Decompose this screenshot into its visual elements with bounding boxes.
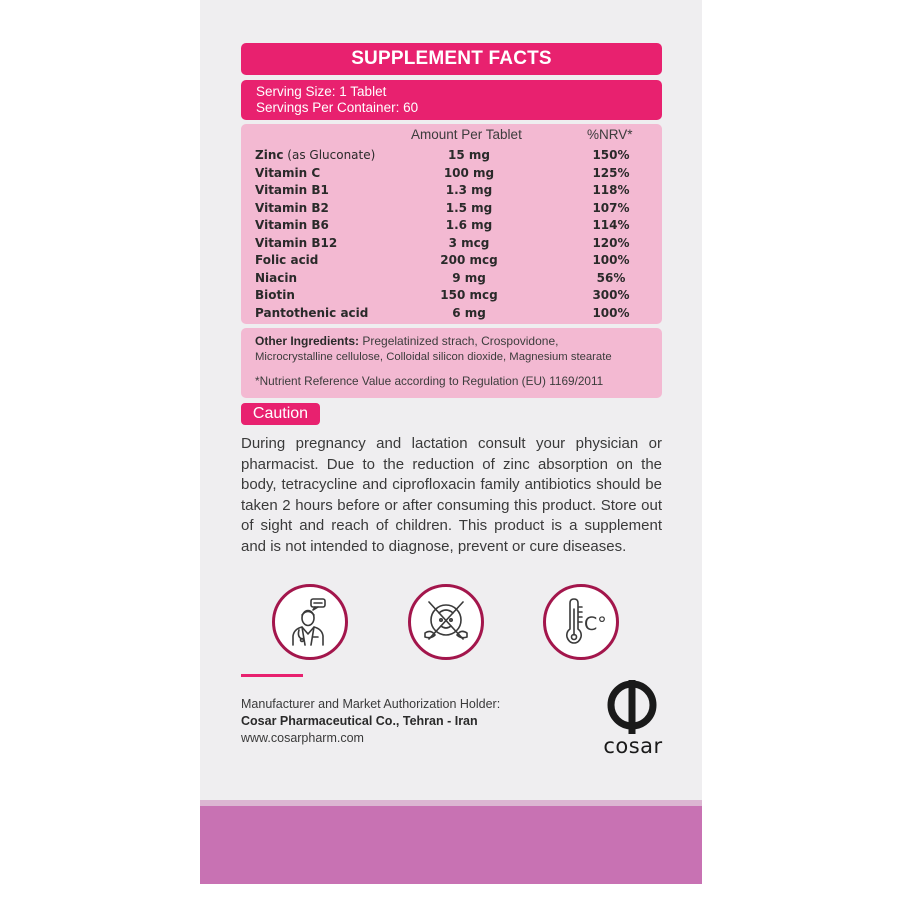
other-ingredients-line-2: Microcrystalline cellulose, Colloidal silicon dioxide, Magnesium stearate <box>255 351 612 363</box>
nutrient-name: Niacin <box>255 270 298 285</box>
column-header-amount: Amount Per Tablet <box>411 127 522 142</box>
facts-table <box>241 124 662 324</box>
caution-text: During pregnancy and lactation consult your physician or pharmacist. Due to the reduction of zinc absorption on the body, tetracycline and ciprofloxacin family antibiotics should be taken 2 hours before or after consuming this product. Store out of sight and reach of children. This product is a supplement and is not intended to diagnose, prevent or cure diseases. <box>241 435 662 555</box>
doctor-icon <box>272 584 348 660</box>
table-row <box>241 288 662 306</box>
nutrient-name: Folic acid <box>255 253 319 267</box>
package-bottom-band <box>200 806 702 884</box>
manufacturer-name: Cosar Pharmaceutical Co., Tehran - Iran <box>241 714 478 728</box>
cosar-logo-icon <box>592 676 672 736</box>
nutrient-name: Pantothenic acid <box>255 305 369 320</box>
supplement-facts-title: SUPPLEMENT FACTS <box>241 43 662 75</box>
nutrient-amount: 1.3 mg <box>445 183 493 197</box>
table-row <box>241 218 662 236</box>
table-row <box>241 236 662 254</box>
nutrient-nrv: 114% <box>592 218 630 232</box>
nutrient-name: Vitamin B6 <box>255 218 329 232</box>
keep-away-from-children-icon <box>408 584 484 660</box>
nutrient-name: Vitamin C <box>255 165 321 180</box>
temperature-unit: C° <box>584 613 607 635</box>
column-header-nrv: %NRV* <box>587 127 633 142</box>
nutrient-nrv: 100% <box>592 305 630 320</box>
facts-table-header <box>241 126 662 144</box>
caution-badge: Caution <box>241 403 320 425</box>
nutrient-name: Vitamin B2 <box>255 200 329 215</box>
table-row <box>241 201 662 219</box>
nutrient-amount: 9 mg <box>452 270 486 285</box>
other-ingredients-panel <box>241 328 662 398</box>
nutrient-nrv: 118% <box>592 183 630 197</box>
nutrient-nrv: 100% <box>592 253 630 267</box>
nutrient-nrv: 125% <box>592 165 630 180</box>
table-row <box>241 183 662 201</box>
nutrient-nrv: 300% <box>592 288 630 302</box>
serving-info <box>241 80 662 120</box>
servings-per-container: Servings Per Container: 60 <box>256 100 419 115</box>
nutrient-nrv: 120% <box>592 235 630 250</box>
nutrient-name: Vitamin B12 <box>255 235 338 250</box>
table-row <box>241 271 662 289</box>
table-row <box>241 166 662 184</box>
divider-line <box>241 674 303 677</box>
nutrient-nrv: 150% <box>592 148 630 162</box>
nutrient-nrv: 56% <box>596 270 626 285</box>
nutrient-nrv: 107% <box>592 200 630 215</box>
manufacturer-label: Manufacturer and Market Authorization Holder: <box>241 697 501 711</box>
nutrient-amount: 200 mcg <box>440 253 498 267</box>
nutrient-name: Biotin <box>255 288 295 302</box>
nutrient-amount: 3 mcg <box>448 235 490 250</box>
nutrient-amount: 15 mg <box>448 148 490 162</box>
nutrient-amount: 1.6 mg <box>445 218 493 232</box>
other-ingredients-line-1: Other Ingredients: Pregelatinized strach, Crospovidone, <box>255 334 559 348</box>
nutrient-name: Zinc (as Gluconate) <box>255 148 376 162</box>
brand-name: cosar <box>603 734 663 758</box>
nutrient-amount: 150 mcg <box>440 288 498 302</box>
nutrient-amount: 100 mg <box>443 165 495 180</box>
nutrient-amount: 1.5 mg <box>445 200 493 215</box>
serving-size: Serving Size: 1 Tablet <box>256 84 387 99</box>
nutrient-name: Vitamin B1 <box>255 183 329 197</box>
table-row <box>241 148 662 166</box>
table-row <box>241 306 662 324</box>
nutrient-amount: 6 mg <box>452 305 486 320</box>
thermometer-icon <box>543 584 619 660</box>
table-row <box>241 253 662 271</box>
manufacturer-info <box>241 696 500 747</box>
manufacturer-website: www.cosarpharm.com <box>241 731 364 745</box>
nrv-footnote: *Nutrient Reference Value according to Regulation (EU) 1169/2011 <box>255 374 604 388</box>
